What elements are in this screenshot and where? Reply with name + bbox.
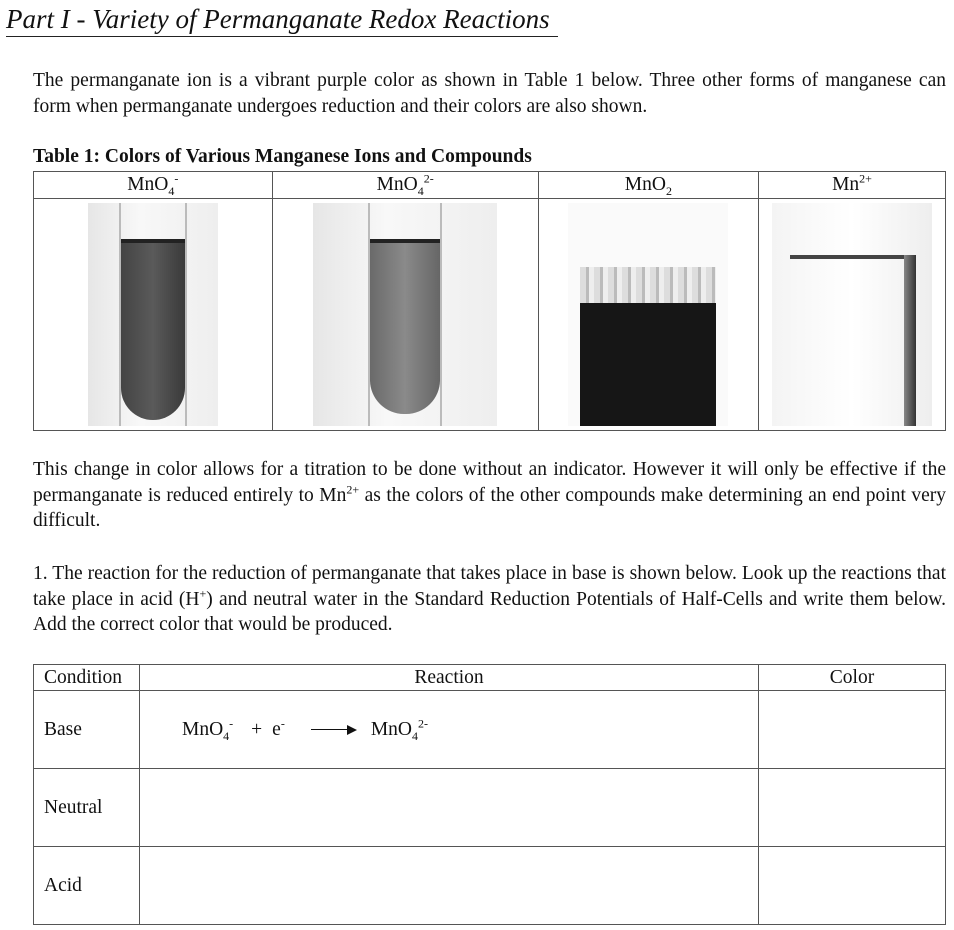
tube-photo-mno2 (538, 199, 758, 431)
color-answer-cell[interactable] (759, 769, 946, 847)
tube-photo-mno4-2 (272, 199, 538, 431)
header-condition: Condition (34, 665, 140, 691)
table-row-acid (34, 847, 946, 925)
condition-cell: Neutral (34, 769, 140, 847)
reaction-answer-cell[interactable] (140, 769, 759, 847)
header-color: Color (759, 665, 946, 691)
header-mno4: MnO$_4$- (34, 172, 273, 199)
table-row-neutral (34, 769, 946, 847)
header-reaction: Reaction (140, 665, 759, 691)
header-mn2: $Mn^{2+}$ (759, 172, 946, 199)
table-row-base (34, 691, 946, 769)
reaction-answer-cell[interactable] (140, 847, 759, 925)
reactions-table (33, 664, 946, 925)
header-mno4-2: MnO$_4^{2-}$ (272, 172, 538, 199)
color-answer-cell[interactable] (759, 691, 946, 769)
question-1: 1. The reaction for the reduction of permanganate that takes place in base is shown below. Look up the reactions that take place in acid (H+) and neutral water in the Standard Reduction Potentials of Half-Cells and write them below. Add the correct color that would be produced. (33, 563, 946, 635)
page-title: Part I - Variety of Permanganate Redox Reactions (6, 2, 558, 37)
condition-cell: Acid (34, 847, 140, 925)
table1-caption: Table 1: Colors of Various Manganese Ions and Compounds (33, 146, 532, 167)
color-answer-cell[interactable] (759, 847, 946, 925)
condition-cell: Base (34, 691, 140, 769)
end-point-paragraph: This change in color allows for a titration to be done without an indicator. However it will only be effective if the permanganate is reduced entirely to $Mn^{2+}$ as the colors of the other compounds make determining an end point very difficult. (33, 459, 947, 531)
intro-paragraph: The permanganate ion is a vibrant purple color as shown in Table 1 below. Three other forms of manganese can form when permanganate undergoes reduction and their colors are also shown. (33, 70, 946, 117)
tube-photo-mno4 (34, 199, 273, 431)
header-mno2: MnO$_2$ (538, 172, 758, 199)
arrow-icon (311, 725, 357, 735)
reaction-cell: MnO$_4$- + e- MnO$_4^{2-}$ (140, 691, 759, 769)
manganese-colors-table (33, 171, 946, 431)
tube-photo-mn2 (759, 199, 946, 431)
